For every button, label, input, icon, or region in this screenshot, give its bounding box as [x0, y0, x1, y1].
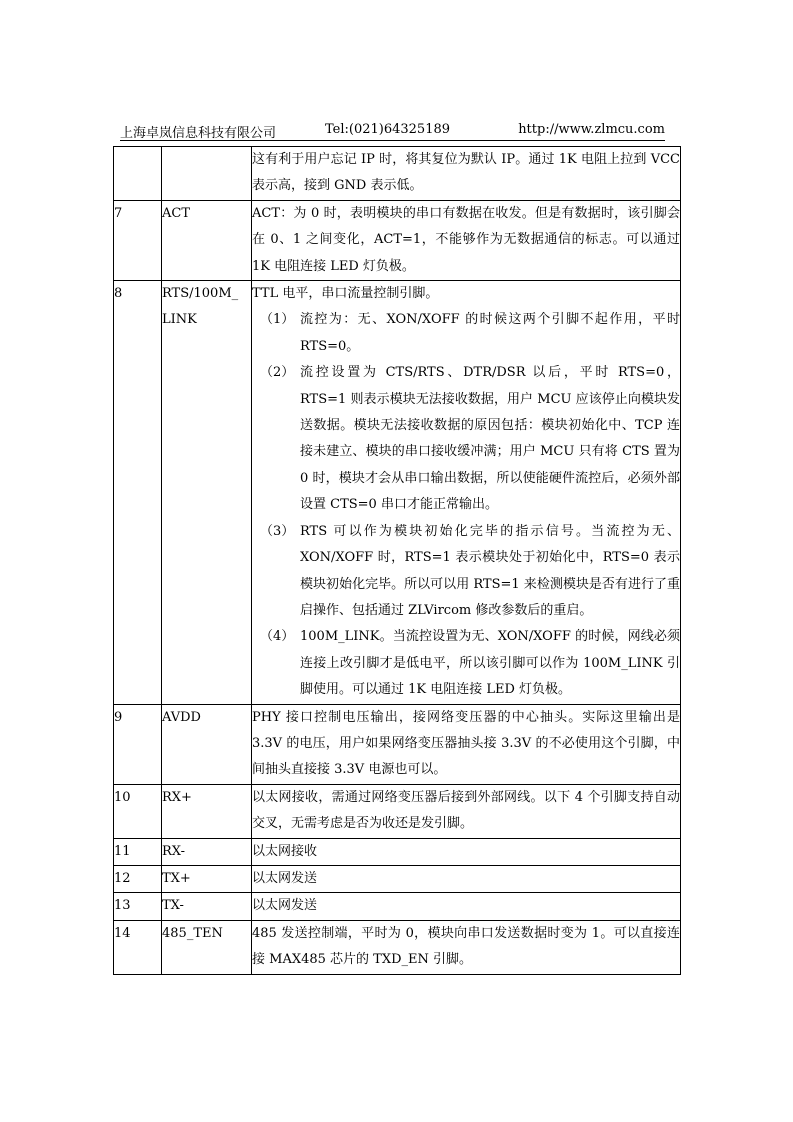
pin-name: RX+ — [162, 784, 252, 838]
list-item — [252, 519, 680, 625]
pin-description — [252, 893, 681, 920]
item-text: 100M_LINK。当流控设置为无、XON/XOFF 的时候，网线必须连接上改引脚才是低电平，所以该引脚可以作为 100M_LINK 引脚使用。可以通过 1K 电阻连接 LED 灯负极。 — [300, 629, 680, 698]
table-row — [114, 784, 681, 838]
item-marker: （4） — [260, 629, 295, 645]
description-text: 以太网发送 — [252, 870, 318, 886]
telephone: Tel:(021)64325189 — [325, 122, 451, 137]
page-header — [120, 120, 665, 141]
item-text: RTS 可以作为模块初始化完毕的指示信号。当流控为无、XON/XOFF 时，RTS=1 表示模块处于初始化中，RTS=0 表示模块初始化完毕。所以可以用 RTS=1 来检测模块是否有进行了重启操作、包括通过 ZLVircom 修改参数后的重启。 — [300, 523, 680, 618]
pin-name — [162, 147, 252, 201]
item-marker: （2） — [260, 365, 295, 381]
pin-description — [252, 281, 681, 705]
pin-number: 9 — [114, 704, 162, 784]
description-text: 以太网发送 — [252, 898, 318, 914]
table-row — [114, 838, 681, 865]
description-text: ACT：为 0 时，表明模块的串口有数据在收发。但是有数据时，该引脚会在 0、1 之间变化，ACT=1，不能够作为无数据通信的标志。可以通过 1K 电阻连接 LED 灯负极。 — [252, 205, 680, 274]
item-marker: （1） — [260, 312, 295, 328]
table-row — [114, 920, 681, 974]
description-text: 以太网接收 — [252, 843, 318, 859]
table-row — [114, 704, 681, 784]
pin-description — [252, 147, 681, 201]
table-row — [114, 281, 681, 705]
list-item — [252, 624, 680, 703]
table-row — [114, 200, 681, 280]
pin-number: 14 — [114, 920, 162, 974]
description-text: PHY 接口控制电压输出，接网络变压器的中心抽头。实际这里输出是 3.3V 的电压，用户如果网络变压器抽头接 3.3V 的不必使用这个引脚，中间抽头直接接 3.3V 电源也可以。 — [252, 709, 680, 778]
pin-description — [252, 838, 681, 865]
pin-name: AVDD — [162, 704, 252, 784]
description-intro: TTL 电平，串口流量控制引脚。 — [252, 286, 439, 302]
pin-description — [252, 200, 681, 280]
list-item — [252, 360, 680, 518]
table-row — [114, 865, 681, 892]
item-marker: （3） — [260, 523, 295, 539]
description-text: 485 发送控制端，平时为 0，模块向串口发送数据时变为 1。可以直接连接 MAX485 芯片的 TXD_EN 引脚。 — [252, 925, 680, 968]
pin-name: ACT — [162, 200, 252, 280]
pin-description — [252, 704, 681, 784]
pin-number: 8 — [114, 281, 162, 705]
pin-number: 10 — [114, 784, 162, 838]
description-text: 以太网接收，需通过网络变压器后接到外部网线。以下 4 个引脚支持自动交叉，无需考虑是否为收还是发引脚。 — [252, 789, 680, 832]
pin-table — [113, 146, 681, 975]
pin-description — [252, 865, 681, 892]
pin-name: TX- — [162, 893, 252, 920]
pin-name: RTS/100M_ LINK — [162, 281, 252, 705]
pin-description — [252, 920, 681, 974]
pin-description — [252, 784, 681, 838]
item-text: 流控为：无、XON/XOFF 的时候这两个引脚不起作用，平时 RTS=0。 — [300, 312, 680, 354]
description-text: 这有利于用户忘记 IP 时，将其复位为默认 IP。通过 1K 电阻上拉到 VCC 表示高，接到 GND 表示低。 — [252, 152, 680, 194]
pin-number — [114, 147, 162, 201]
pin-name: RX- — [162, 838, 252, 865]
pin-number: 11 — [114, 838, 162, 865]
list-item — [252, 307, 680, 360]
company-name: 上海卓岚信息科技有限公司 — [120, 126, 277, 141]
pin-name: TX+ — [162, 865, 252, 892]
pin-name: 485_TEN — [162, 920, 252, 974]
item-text: 流控设置为 CTS/RTS、DTR/DSR 以后，平时 RTS=0，RTS=1 则表示模块无法接收数据，用户 MCU 应该停止向模块发送数据。模块无法接收数据的原因包括：模块初始化中、TCP 连接未建立、模块的串口接收缓冲满；用户 MCU 只有将 CTS 置为 0 时，模块才会从串口输出数据，所以使能硬件流控后，必须外部设置 CTS=0 串口才能正常输出。 — [300, 365, 680, 513]
pin-number: 12 — [114, 865, 162, 892]
pin-number: 7 — [114, 200, 162, 280]
table-row — [114, 893, 681, 920]
table-row — [114, 147, 681, 201]
pin-number: 13 — [114, 893, 162, 920]
website-url: http://www.zlmcu.com — [518, 122, 665, 137]
